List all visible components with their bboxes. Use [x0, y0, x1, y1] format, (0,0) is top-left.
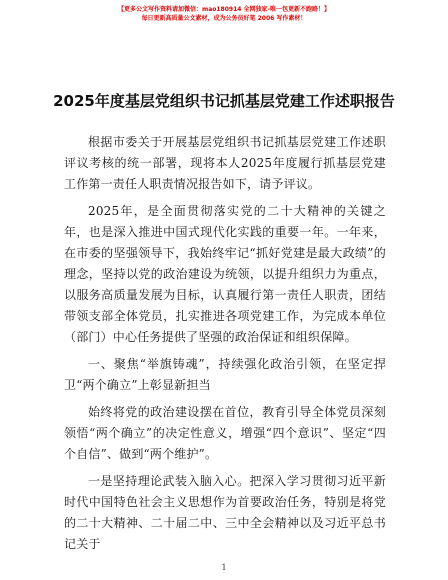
document-body [64, 132, 386, 561]
promo-banner [0, 5, 448, 23]
paragraph-intro: 根据市委关于开展基层党组织书记抓基层党建工作述职评议考核的统一部署，现将本人2025年度履行抓基层党建工作第一责任人职责情况报告如下，请予评议。 [64, 135, 386, 191]
paragraph-point-1: 一是坚持理论武装入脑入心。把深入学习贯彻习近平新时代中国特色社会主义思想作为首要政治任务，特别是将党的二十大精神、二十届二中、三中全会精神以及习近平总书记关于 [64, 474, 386, 551]
document-title: 2025年度基层党组织书记抓基层党建工作述职报告 [53, 92, 395, 110]
paragraph-overview: 2025年，是全面贯彻落实党的二十大精神的关键之年，也是深入推进中国式现代化实践的重要一年。一年来，在市委的坚强领导下，我始终牢记“抓好党建是最大政绩”的理念，坚持以党的政治建设为统领，以提升组织力为重点，以服务高质量发展为目标，认真履行第一责任人职责，团结带领支部全体党员，扎实推进各项党建工作，为完成本单位（部门）中心任务提供了坚强的政治保证和组织保障。 [64, 204, 386, 344]
promo-line-1: 【更多公文写作资料请加微信：mao180914 全网独家-唯一包更新不跑路！】 [117, 6, 331, 13]
section-heading-1: 一、聚焦“举旗铸魂”，持续强化政治引领，在坚定捍卫“两个确立”上彰显新担当 [64, 357, 386, 392]
promo-line-2: 每日更新高质量公文素材，成为公务员好笔 2006 写作素材！ [141, 15, 307, 22]
page-number: 1 [221, 563, 227, 572]
paragraph-section-1: 始终将党的政治建设摆在首位，教育引导全体党员深刻领悟“两个确立”的决定性意义，增强“四个意识”、坚定“四个自信”、做到“两个维护”。 [64, 405, 386, 461]
